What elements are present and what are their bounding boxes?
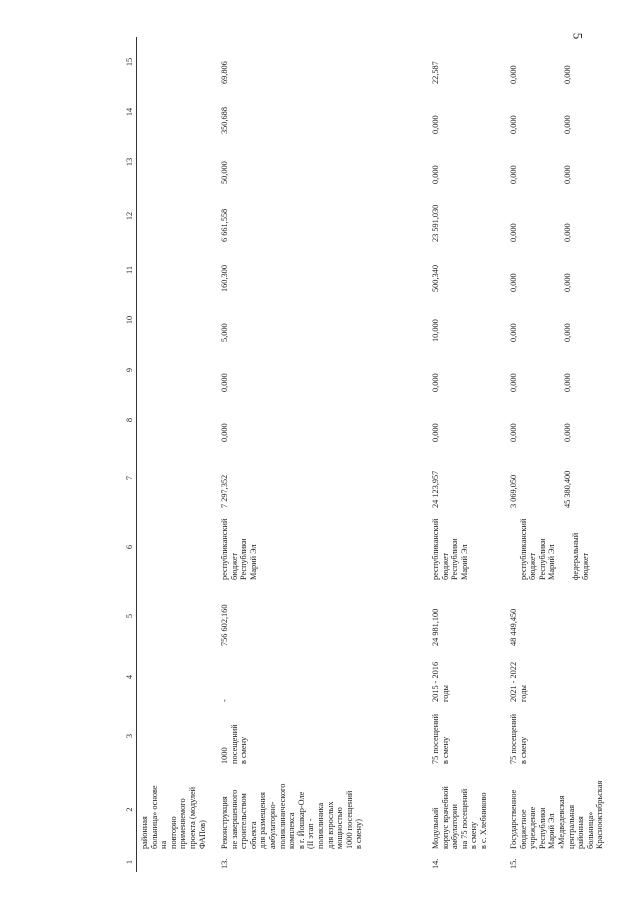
value-col-14: 350,688 [220,107,229,134]
value-col-9 [137,345,215,395]
value-col-7: 24 123,957 [431,470,440,508]
col-header-14: 14 [125,87,137,137]
period: 2021 - 2022 годы [509,661,528,702]
col-header-10: 10 [125,295,137,345]
value-col-10 [137,295,215,345]
value-federal: 0,000 [562,223,572,242]
value-col-13: 50,000 [220,161,229,184]
object-name: районная больница» основе на повторно применяемого проекта (модулей ФАПов) [140,785,207,849]
col-header-1: 1 [125,852,137,872]
estimated-cost [137,583,215,649]
value-federal: 45 380,400 [562,470,572,508]
value-col-12 [137,187,215,245]
value-federal: 0,000 [562,273,572,292]
value-federal: 0,000 [562,373,572,392]
funding-source [503,511,634,583]
object-name: Реконструкция не завершенного строительством объекта для размещения амбулаторно- поликлинического комплекса в г. Йошкар-Оле (II этап - поликлиника для взрослых мощностью 1000 посещений в смену) [220,783,364,849]
col-header-11: 11 [125,245,137,295]
value-col-11: 500,340 [431,265,440,292]
col-header-2: 2 [125,767,137,852]
value-republic: 0,000 [509,273,518,292]
value-col-7 [137,445,215,511]
rotated-table-container [125,22,615,872]
col-header-6: 6 [125,511,137,583]
row-number: 15. [509,858,518,869]
value-col-11 [137,245,215,295]
value-republic: 3 069,050 [509,474,518,508]
value-col-14: 0,000 [431,115,440,134]
value-col-12: 23 591,030 [431,204,440,242]
column-number-row [125,37,137,872]
capacity [137,705,215,767]
value-col-13 [137,137,215,187]
funding-source: республиканский бюджет Республики Марий Эл [431,518,469,580]
table-row [503,37,634,872]
funding-source-federal: федеральный бюджет [570,532,590,580]
col-header-8: 8 [125,395,137,445]
row-number [137,852,215,872]
col-header-15: 15 [125,37,137,87]
value-col-14 [137,87,215,137]
value-republic: 0,000 [509,115,518,134]
value-federal: 0,000 [562,423,572,442]
table-row [214,37,425,872]
value-republic: 0,000 [509,165,518,184]
col-header-3: 3 [125,705,137,767]
value-republic: 0,000 [509,423,518,442]
col-header-4: 4 [125,649,137,705]
row-number: 13. [220,858,229,869]
col-header-13: 13 [125,137,137,187]
value-federal: 0,000 [562,323,572,342]
value-col-12 [503,187,634,245]
value-col-10: 10,000 [431,319,440,342]
col-header-7: 7 [125,445,137,511]
page-number: 5 [570,32,586,40]
estimated-cost: 756 602,160 [220,604,229,646]
value-republic: 0,000 [509,323,518,342]
value-republic: 0,000 [509,373,518,392]
period: - [220,699,229,702]
value-col-7: 7 297,352 [220,474,229,508]
period [137,649,215,705]
col-header-5: 5 [125,583,137,649]
capacity: 75 посещений в смену [431,713,450,764]
value-federal: 0,000 [562,65,572,84]
capacity: 75 посещений в смену [509,713,528,764]
value-republic: 0,000 [509,223,518,242]
estimated-cost: 48 449,450 [509,608,518,646]
value-col-11 [503,245,634,295]
value-col-10: 5,000 [220,323,229,342]
value-col-11: 160,300 [220,265,229,292]
value-col-9: 0,000 [431,373,440,392]
object-name: Модульный корпус врачебной амбулатории на 75 посещений в смену в с. Хлебниково [431,786,488,849]
value-col-14 [503,87,634,137]
value-col-15: 22,587 [431,61,440,84]
value-col-15 [503,37,634,87]
object-name: Государственное бюджетное учреждение Республики Марий Эл «Медведевская центральная районная больница» Красноoктябрьская [509,780,605,849]
value-col-8: 0,000 [220,423,229,442]
value-col-9: 0,000 [220,373,229,392]
table-row [425,37,503,872]
value-col-7 [503,445,634,511]
value-col-8: 0,000 [431,423,440,442]
table-row [137,37,215,872]
value-col-8 [137,395,215,445]
value-col-9 [503,345,634,395]
value-col-15 [137,37,215,87]
col-header-12: 12 [125,187,137,245]
row-number: 14. [431,858,440,869]
col-header-9: 9 [125,345,137,395]
value-col-13: 0,000 [431,165,440,184]
funding-source-republic: республиканский бюджет Республики Марий Эл [518,518,557,580]
value-federal: 0,000 [562,165,572,184]
program-table [125,37,634,872]
value-col-8 [503,395,634,445]
value-republic: 0,000 [509,65,518,84]
value-col-13 [503,137,634,187]
value-col-15: 69,806 [220,61,229,84]
period: 2015 - 2016 годы [431,661,450,702]
estimated-cost: 24 981,100 [431,608,440,646]
value-col-12: 6 661,558 [220,208,229,242]
capacity: 1000 посещений в смену [220,724,249,764]
funding-source [137,511,215,583]
funding-source: республиканский бюджет Республики Марий Эл [220,518,258,580]
value-col-10 [503,295,634,345]
value-federal: 0,000 [562,115,572,134]
